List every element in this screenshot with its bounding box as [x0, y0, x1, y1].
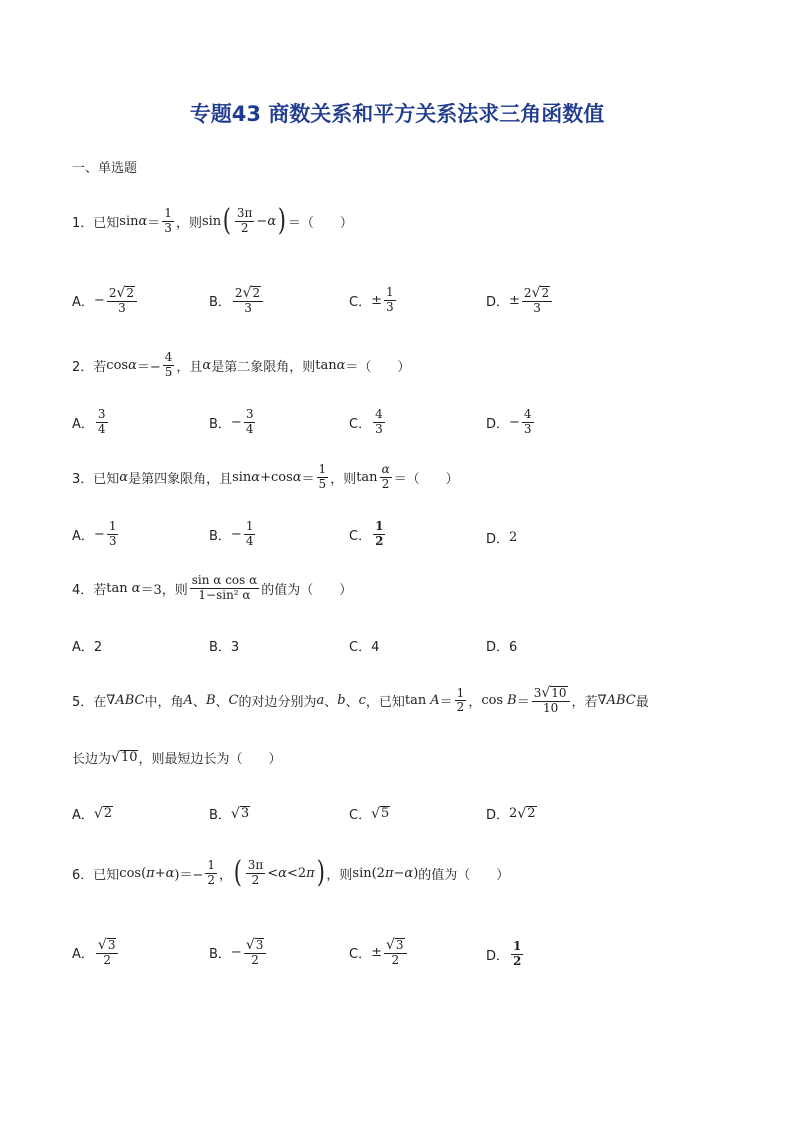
math-text: 最 [635, 695, 649, 711]
math-text [532, 686, 570, 702]
square-root [386, 938, 405, 952]
q1-option-b[interactable] [209, 286, 265, 316]
math-text: 2 [381, 476, 390, 491]
math-text [233, 286, 263, 302]
fraction [235, 207, 255, 236]
math-text: − [230, 526, 242, 542]
math-text: B． [209, 416, 231, 432]
q1-option-d[interactable] [486, 286, 554, 316]
fraction [163, 351, 175, 380]
math-text: ∇ [597, 693, 607, 709]
math-text: ＝ [147, 215, 161, 231]
math-text: ± [371, 945, 382, 961]
math-text: sin α cos α [191, 573, 258, 587]
math-text: − [93, 526, 105, 542]
math-text: B． [209, 295, 231, 311]
math-text: D．6 [486, 640, 518, 655]
math-text: 已知 [93, 215, 120, 231]
math-text: B． [209, 947, 231, 963]
math-text: 3 [385, 299, 394, 314]
math-text: π [306, 865, 315, 881]
q2-option-a[interactable] [72, 408, 110, 437]
fraction [162, 207, 174, 236]
q2-option-c[interactable] [349, 408, 387, 437]
math-text: 4 [164, 350, 173, 364]
math-text: 1 [318, 462, 327, 476]
fraction [96, 938, 119, 968]
math-text: D． [486, 532, 510, 547]
math-text: 、 [192, 695, 206, 711]
math-text: 2 [251, 952, 259, 967]
fraction [244, 408, 256, 437]
math-text: − [256, 213, 268, 229]
math-text: 10 [542, 700, 559, 715]
math-text [96, 938, 119, 954]
fraction [373, 408, 385, 437]
fraction [522, 286, 552, 316]
q1-option-a[interactable] [72, 286, 139, 316]
math-text: 的值为（ ） [418, 867, 510, 883]
math-text: <2 [286, 865, 307, 881]
square-root [94, 806, 113, 821]
math-text: 5． [72, 695, 94, 711]
math-text: − [393, 865, 405, 881]
math-text: ± [371, 292, 382, 308]
fraction [373, 520, 385, 549]
math-text: C． [349, 947, 372, 963]
math-text: √ [531, 285, 541, 302]
math-text: 2 [541, 286, 550, 300]
math-text: π [384, 865, 394, 881]
math-text: ＝ [301, 471, 315, 487]
math-text: 2 [456, 700, 465, 715]
math-text: ABC [606, 693, 636, 709]
math-text: 2 [509, 806, 518, 821]
fraction [107, 520, 119, 549]
math-text: 4． [72, 582, 94, 598]
question-4 [72, 574, 352, 603]
q4-option-a[interactable] [72, 636, 102, 655]
math-text: c [358, 693, 366, 709]
math-text: 4 [245, 533, 254, 548]
square-root [116, 286, 135, 300]
question-5 [72, 686, 649, 716]
question-2 [72, 351, 410, 380]
math-text: 3 [255, 938, 264, 952]
math-text [244, 938, 267, 954]
fraction [244, 938, 267, 968]
math-text: √ [245, 937, 255, 954]
math-text: α [119, 469, 129, 485]
math-text [522, 286, 552, 302]
q5-option-a[interactable] [72, 804, 113, 823]
fraction [455, 687, 467, 716]
math-text: ) [413, 865, 419, 881]
math-text: C． [349, 294, 372, 310]
math-text: sin [232, 469, 252, 485]
q6-option-b[interactable] [209, 938, 268, 968]
math-text: 2 [391, 952, 400, 967]
math-text: C． [349, 416, 372, 432]
math-text: A．2 [72, 640, 103, 655]
math-text: √ [97, 937, 107, 954]
math-text: cos [106, 357, 129, 373]
math-text: √ [111, 750, 120, 767]
math-text: 、 [324, 695, 338, 711]
math-text: 5 [381, 805, 390, 821]
math-text: ( [233, 855, 242, 890]
math-text: 10 [120, 749, 138, 765]
math-text: α [292, 469, 302, 485]
fraction [317, 463, 329, 492]
math-text: C． [349, 528, 372, 544]
math-text: sin [201, 213, 222, 229]
math-text: 2 [103, 805, 113, 821]
math-text: 4 [97, 421, 106, 436]
math-text: ， [219, 867, 233, 883]
math-text: 5 [164, 364, 173, 379]
fraction [244, 520, 256, 549]
math-text: 4 [523, 407, 532, 421]
math-text: − [93, 293, 105, 309]
math-text: ＝ [516, 695, 530, 711]
math-text: ，已知 [365, 695, 405, 711]
square-root [246, 938, 265, 952]
math-text: sin [119, 213, 139, 229]
math-text: ) [316, 855, 325, 890]
math-text: 3 [240, 805, 250, 821]
math-text: ＝ [439, 695, 453, 711]
math-text: α [128, 357, 137, 373]
math-text: 3 [533, 686, 542, 701]
math-text: B [507, 693, 517, 709]
math-text: 3 [245, 407, 254, 421]
math-text: 2 [527, 805, 536, 821]
q3-option-b[interactable] [209, 520, 257, 549]
math-text: +cos [260, 469, 293, 485]
fraction [107, 286, 137, 316]
math-text: 1 [164, 205, 172, 220]
math-text: A [430, 693, 440, 709]
math-text: 2 [126, 286, 135, 300]
math-text: cos [481, 693, 504, 709]
math-text: sin [352, 865, 372, 881]
fraction [190, 574, 259, 603]
math-text: 2 [523, 286, 532, 301]
q3-option-a[interactable] [72, 520, 120, 549]
math-text: 3 [97, 407, 106, 421]
fraction [246, 859, 266, 888]
math-text: 2 [252, 286, 261, 300]
math-text: A． [72, 528, 94, 544]
math-text: 3 [533, 300, 541, 315]
math-text: A． [72, 295, 94, 311]
math-text: 3π [236, 205, 253, 220]
fraction [205, 859, 217, 888]
section-heading: 一、单选题 [72, 161, 138, 176]
math-text: α [165, 865, 175, 881]
math-text: 1． [72, 215, 94, 231]
math-text: 3 [523, 421, 532, 436]
math-text: D． [486, 295, 510, 311]
math-text: 3 [118, 300, 126, 315]
square-root [371, 806, 390, 821]
math-text: √ [93, 806, 103, 823]
math-text: 4 [245, 421, 254, 436]
math-text: 1 [245, 519, 254, 533]
fraction [522, 408, 534, 437]
q2-option-b[interactable] [209, 408, 257, 437]
math-text: α [131, 580, 141, 596]
question-1 [72, 203, 353, 238]
math-text: α [251, 469, 261, 485]
math-text: b [337, 693, 346, 709]
fraction [384, 286, 396, 315]
q4-option-d[interactable] [486, 636, 517, 655]
math-text: α [267, 213, 277, 229]
math-text: 已知 [93, 867, 120, 883]
math-text: 是第四象限角，且 [128, 471, 233, 487]
math-text: (2 [371, 865, 385, 881]
math-text: α [381, 462, 390, 476]
math-text: a [316, 693, 325, 709]
math-text: √ [541, 685, 551, 702]
math-text: 2 [513, 953, 522, 968]
math-text: α [202, 357, 212, 373]
math-text: 10 [551, 686, 567, 700]
fraction [384, 938, 407, 968]
math-text: 2 [251, 872, 260, 887]
math-text: 的对边分别为 [238, 695, 317, 711]
math-text: C．4 [349, 640, 380, 655]
math-text: ，则 [175, 215, 202, 231]
q3-option-d[interactable] [486, 528, 517, 547]
math-text: cos [119, 865, 142, 881]
math-text: 、 [215, 695, 229, 711]
math-text: ， [468, 695, 482, 711]
math-text: 1 [207, 857, 215, 872]
math-text: 2． [72, 359, 94, 375]
math-text: B． [209, 528, 231, 544]
math-text: √ [230, 806, 240, 823]
q5-option-b[interactable] [209, 804, 250, 823]
math-text: 1−sin² α [198, 587, 251, 602]
q1-option-c[interactable] [349, 286, 398, 315]
math-text: A． [72, 947, 94, 963]
math-text [107, 286, 137, 302]
math-text: 5 [318, 476, 327, 491]
math-text: 2 [509, 530, 518, 545]
math-text: ，则 [326, 867, 353, 883]
math-text: 3π [247, 857, 264, 872]
math-text: 2 [234, 286, 243, 301]
math-text: 1 [385, 285, 394, 299]
math-text: ＝（ ） [345, 359, 411, 375]
math-text: < [267, 865, 279, 881]
math-text: ＝3 [140, 582, 162, 598]
math-text: 已知 [93, 471, 120, 487]
math-text: D． [486, 808, 510, 823]
fraction [380, 463, 392, 492]
math-text: 3 [375, 421, 383, 436]
math-text: 1 [456, 685, 465, 700]
square-root [541, 686, 567, 700]
fraction [532, 686, 570, 716]
math-text: B． [209, 808, 231, 823]
math-text: 、 [345, 695, 359, 711]
math-text: 是第二象限角，则 [211, 359, 316, 375]
math-text: 长边为 [72, 752, 112, 767]
math-text: 2 [108, 286, 117, 301]
q6-option-c[interactable] [349, 938, 409, 968]
math-text: )＝− [174, 867, 204, 883]
math-text: ＝（ ） [287, 215, 353, 231]
math-text: − [230, 945, 242, 961]
math-text: ( [222, 203, 232, 238]
square-root [243, 286, 262, 300]
question-3 [72, 463, 459, 492]
math-text: 1 [375, 519, 384, 533]
math-text: A [183, 693, 193, 709]
math-text: ∇ [106, 693, 116, 709]
square-root [517, 806, 536, 821]
fraction [511, 940, 523, 969]
math-text: π [146, 865, 155, 881]
math-text: 2 [240, 220, 249, 235]
square-root [98, 938, 117, 952]
math-text: 2 [207, 872, 215, 887]
math-text: tan [315, 357, 337, 373]
q6-option-d[interactable] [486, 940, 525, 969]
q3-option-c[interactable] [349, 520, 387, 549]
math-text: 3． [72, 471, 94, 487]
math-text: ＝− [136, 359, 161, 375]
page-title: 专题43 商数关系和平方关系法求三角函数值 [189, 102, 605, 126]
math-text: 3 [164, 220, 172, 235]
q5-option-c[interactable] [349, 804, 390, 823]
math-text: ，且 [176, 359, 203, 375]
math-text: 3 [395, 938, 404, 952]
math-text: − [509, 414, 520, 430]
math-text: ) [277, 203, 287, 238]
math-text: 的值为（ ） [261, 582, 353, 598]
math-text: ，则 [330, 471, 357, 487]
math-text: ( [141, 865, 147, 881]
math-text: B [205, 693, 216, 709]
math-text: √ [371, 806, 380, 823]
math-text: 1 [108, 519, 117, 533]
square-root [231, 806, 250, 821]
math-text: √ [116, 285, 126, 302]
math-text: 2 [375, 533, 384, 548]
math-text: 3 [244, 300, 252, 315]
fraction [233, 286, 263, 316]
question-6 [72, 855, 510, 890]
math-text: ABC [115, 693, 145, 709]
math-text: 若 [93, 582, 107, 598]
math-text [384, 938, 407, 954]
math-text: D． [486, 948, 510, 964]
q4-option-c[interactable] [349, 636, 379, 655]
math-text: ，则 [161, 582, 188, 598]
math-text: tan [106, 580, 128, 596]
math-text: 中，角 [144, 695, 184, 711]
math-text: ，则最短边长为（ ） [138, 752, 282, 767]
math-text: 6． [72, 867, 94, 883]
math-text: √ [242, 285, 252, 302]
math-text: + [154, 865, 166, 881]
square-root [111, 750, 138, 765]
math-text: √ [385, 937, 395, 954]
math-text: − [230, 414, 242, 430]
math-text: ，若 [571, 695, 598, 711]
math-text: B．3 [209, 640, 240, 655]
math-text: ＝（ ） [393, 471, 459, 487]
math-text: 4 [375, 407, 383, 421]
fraction [96, 408, 108, 437]
q4-option-b[interactable] [209, 636, 239, 655]
math-text: 3 [108, 533, 117, 548]
math-text: ± [509, 293, 520, 309]
math-text: α [278, 865, 287, 881]
q2-option-d[interactable] [486, 408, 536, 437]
math-text: α [336, 357, 346, 373]
math-text: α [404, 865, 414, 881]
q5-option-d[interactable] [486, 804, 537, 823]
math-text: 3 [107, 938, 116, 952]
math-text: tan [356, 469, 378, 485]
math-text: A． [72, 808, 94, 823]
math-text: 1 [513, 939, 522, 953]
question-5-line-2 [72, 748, 282, 767]
math-text: D． [486, 416, 510, 432]
math-text: 若 [93, 359, 107, 375]
math-text: C． [349, 808, 372, 823]
math-text: A． [72, 416, 94, 432]
math-text: α [138, 213, 148, 229]
math-text: C [228, 693, 239, 709]
math-text: 在 [93, 695, 107, 711]
math-text: 2 [103, 952, 111, 967]
math-text: √ [517, 806, 527, 823]
q6-option-a[interactable] [72, 938, 120, 968]
math-text: tan [404, 693, 427, 709]
square-root [532, 286, 551, 300]
